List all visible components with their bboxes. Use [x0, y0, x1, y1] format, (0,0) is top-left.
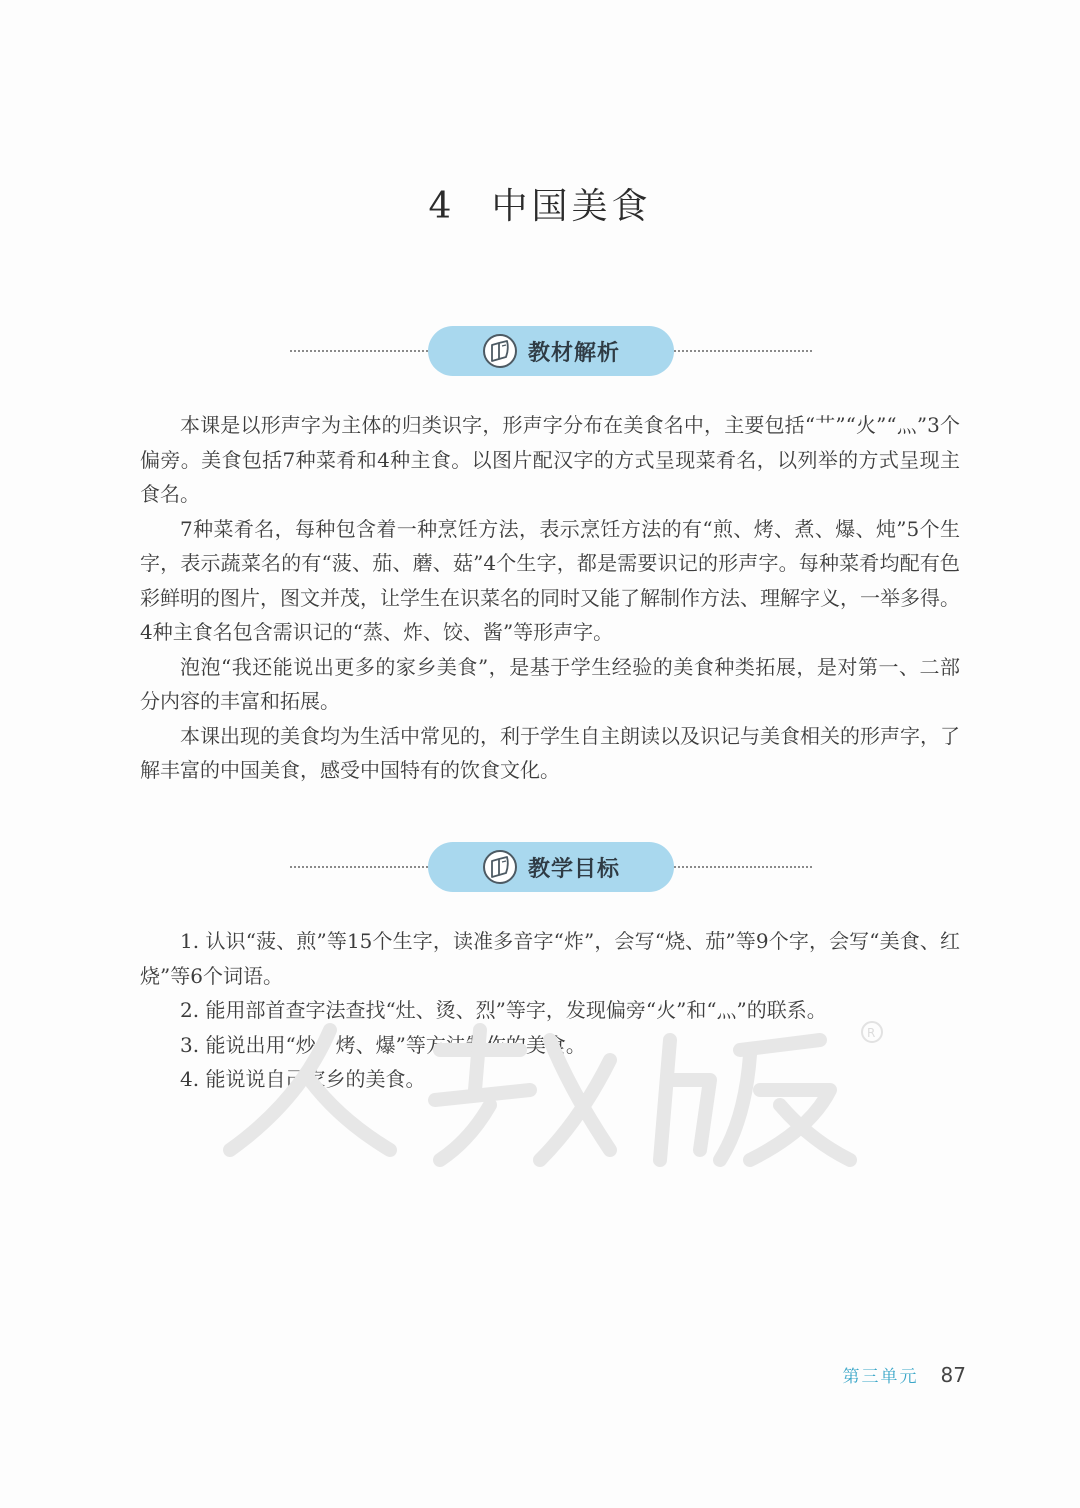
analysis-body: [140, 408, 960, 788]
lesson-number: 4: [428, 186, 456, 227]
section-pill: [428, 326, 674, 376]
section-heading: 教学目标: [527, 856, 620, 882]
list-item: 2. 能用部首查字法查找“灶、烫、烈”等字，发现偏旁“火”和“灬”的联系。: [180, 998, 827, 1022]
open-book-icon: [482, 849, 518, 885]
lesson-title: [0, 178, 1080, 229]
page-number: 87: [940, 1363, 966, 1387]
paragraph: 本课出现的美食均为生活中常见的，利于学生自主朗读以及识记与美食相关的形声字，了解丰富的中国美食，感受中国特有的饮食文化。: [140, 723, 960, 782]
lesson-title-text: 中国美食: [491, 186, 652, 227]
dotted-divider-right: [674, 866, 812, 868]
paragraph: 本课是以形声字为主体的归类识字，形声字分布在美食名中，主要包括“艹”“火”“灬”3个偏旁。美食包括7种菜肴和4种主食。以图片配汉字的方式呈现菜肴名，以列举的方式呈现主食名。: [140, 413, 960, 506]
unit-label: 第三单元: [842, 1367, 919, 1387]
section-heading: 教材解析: [527, 340, 620, 366]
paragraph: 7种菜肴名，每种包含着一种烹饪方法，表示烹饪方法的有“煎、烤、煮、爆、炖”5个生字，表示蔬菜名的有“菠、茄、蘑、菇”4个生字，都是需要识记的形声字。每种菜肴均配有色彩鲜明的图片，图文并茂，让学生在识菜名的同时又能了解制作方法、理解字义，一举多得。4种主食名包含需识记的“蒸、炸、饺、酱”等形声字。: [140, 516, 960, 644]
list-item: 1. 认识“菠、煎”等15个生字，读准多音字“炸”，会写“烧、茄”等9个字，会写“美食、红烧”等6个词语。: [140, 929, 960, 988]
section-header-goals: [290, 842, 812, 894]
goals-list: [140, 924, 960, 1097]
svg-text:R: R: [867, 1026, 876, 1040]
list-item: 3. 能说出用“炒、烤、爆”等方法制作的美食。: [180, 1032, 586, 1057]
page-footer: [843, 1362, 966, 1387]
open-book-icon: [482, 333, 518, 369]
list-item: 4. 能说说自己家乡的美食。: [180, 1067, 426, 1091]
dotted-divider-left: [290, 866, 428, 868]
section-header-analysis: [290, 326, 812, 378]
dotted-divider-left: [290, 350, 428, 352]
paragraph: 泡泡“我还能说出更多的家乡美食”，是基于学生经验的美食种类拓展，是对第一、二部分内容的丰富和拓展。: [140, 654, 960, 713]
dotted-divider-right: [674, 350, 812, 352]
section-pill: [428, 842, 674, 892]
